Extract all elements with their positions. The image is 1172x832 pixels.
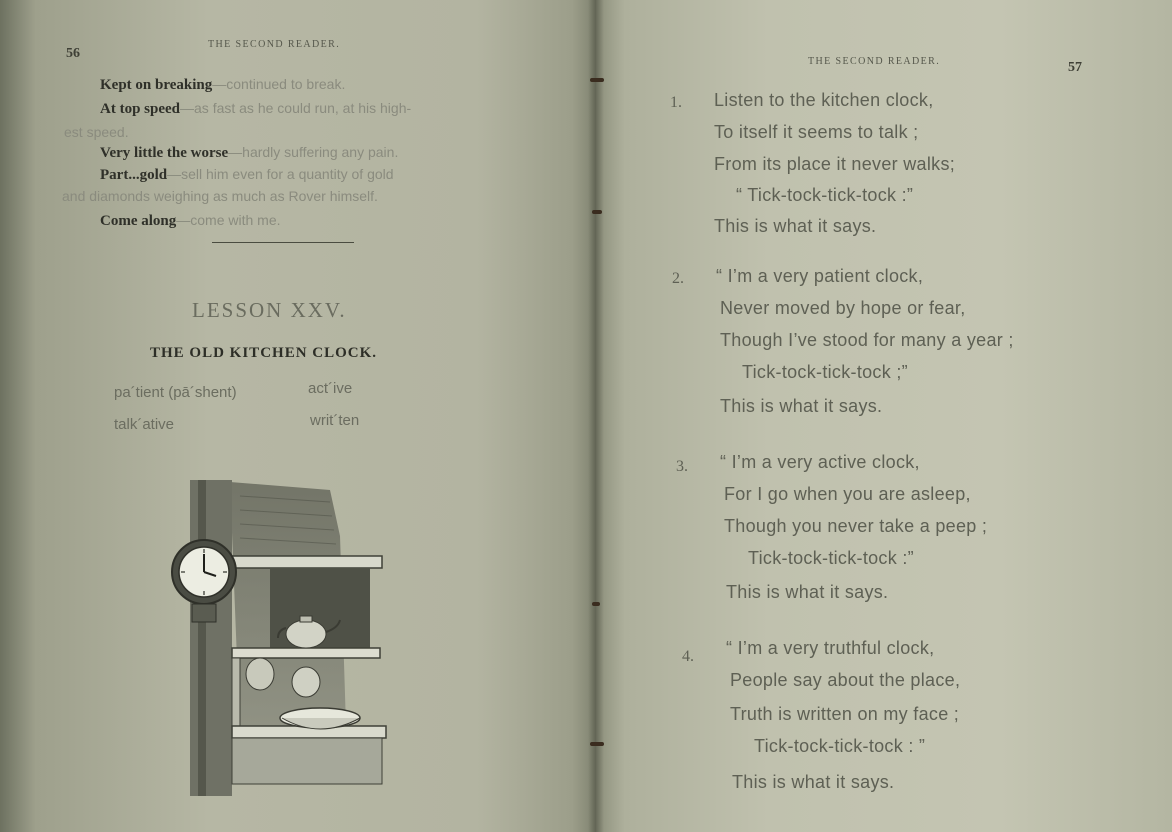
glossary-definition: —come with me. [176,212,281,228]
glossary-definition: —as fast as he could run, at his high- [180,100,412,116]
glossary-entry [100,100,411,118]
binding-stitch [590,78,604,82]
poem-line: Never moved by hope or fear, [720,298,966,318]
binding-stitch [590,742,604,746]
poem-line: “ I’m a very patient clock, [716,266,924,286]
lesson-title: LESSON XXV. [192,298,347,322]
poem-line: Tick-tock-tick-tock :” [748,548,914,568]
poem-line: To itself it seems to talk ; [714,122,919,142]
glossary-entry [100,76,345,94]
poem-line: This is what it says. [714,216,877,236]
kitchen-clock-illustration [170,476,392,798]
poem-line: This is what it says. [732,772,895,792]
poem-line: “ Tick-tock-tick-tock :” [736,185,914,205]
poem-line: Tick-tock-tick-tock ;” [742,362,908,382]
running-head: THE SECOND READER. [208,39,341,50]
poem-line: This is what it says. [726,582,889,602]
section-divider [212,242,354,243]
stanza-number: 1. [670,94,682,111]
vocab-word: pa´tient (pā´shent) [114,384,237,401]
poem-line: From its place it never walks; [714,154,956,174]
vocab-word: writ´ten [310,412,360,429]
glossary-entry [100,144,398,162]
stanza-number: 4. [682,648,694,665]
book-gutter [588,0,604,832]
binding-stitch [592,210,602,214]
glossary-entry [100,166,394,184]
glossary-definition: est speed. [64,124,129,140]
glossary-entry [100,212,281,230]
glossary-term: Part...gold [100,167,168,183]
poem-line: “ I’m a very active clock, [720,452,920,472]
glossary-definition: —sell him even for a quantity of gold [167,166,394,182]
glossary-entry [64,124,129,140]
poem-line: People say about the place, [730,670,961,690]
glossary-term: Kept on breaking [100,77,213,93]
right-page [596,0,1172,832]
poem-line: “ I’m a very truthful clock, [726,638,935,658]
poem-line: Truth is written on my face ; [730,704,960,724]
vocab-word: act´ive [308,380,353,397]
poem-line: Listen to the kitchen clock, [714,90,934,110]
glossary-term: Come along [100,213,177,229]
lesson-name: THE OLD KITCHEN CLOCK. [150,345,378,361]
glossary-entry [62,188,378,204]
vocab-word: talk´ative [114,416,175,433]
poem-line: This is what it says. [720,396,883,416]
glossary-definition: and diamonds weighing as much as Rover himself. [62,188,378,204]
running-head: THE SECOND READER. [808,56,941,67]
page-number: 57 [1068,60,1082,75]
glossary-definition: —hardly suffering any pain. [228,144,399,160]
binding-stitch [592,602,600,606]
poem-line: For I go when you are asleep, [724,484,971,504]
glossary-term: Very little the worse [100,145,229,161]
glossary-term: At top speed [100,101,181,117]
stanza-number: 2. [672,270,684,287]
page-number: 56 [66,46,80,61]
stanza-number: 3. [676,458,688,475]
poem-line: Though I’ve stood for many a year ; [720,330,1014,350]
glossary-definition: —continued to break. [212,76,346,92]
poem-line: Tick-tock-tick-tock : ” [754,736,926,756]
poem-line: Though you never take a peep ; [724,516,988,536]
